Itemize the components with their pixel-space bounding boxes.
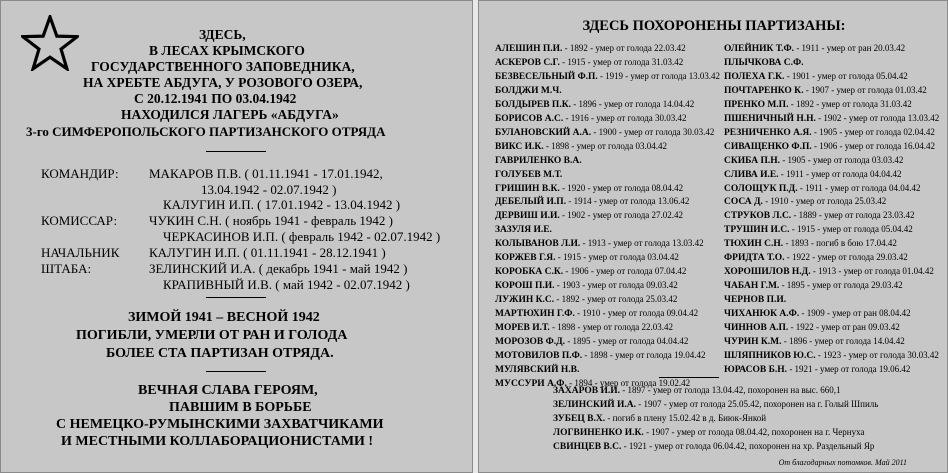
- burial-entry: [724, 210, 914, 222]
- burial-entry-note: - 1911 - умер от голода 04.04.42: [797, 182, 921, 193]
- burial-entry: [724, 350, 939, 362]
- burial-entry-note: - 1923 - умер от голода 30.03.42: [815, 349, 939, 360]
- burial-entry: [724, 238, 897, 250]
- burial-entry-name: МОРОЗОВ Ф.Д.: [495, 336, 566, 347]
- burial-entry: [495, 364, 579, 376]
- memorial-line-3: БОЛЕЕ СТА ПАРТИЗАН ОТРЯДА.: [106, 346, 334, 361]
- burial-entry-note: - 1921 - умер от голода 19.06.42: [787, 363, 911, 374]
- burial-entry: [495, 280, 678, 292]
- burial-entry-note: - 1903 - умер от голода 09.03.42: [554, 280, 678, 291]
- burial-entry: [495, 155, 582, 167]
- burial-entry-name: ПРЕНКО М.П.: [724, 99, 789, 110]
- burial-entry: [553, 441, 874, 453]
- burial-entry: [724, 169, 902, 181]
- left-plaque: [0, 0, 473, 473]
- burial-entry-name: ЗЕЛИНСКИЙ И.А.: [553, 400, 636, 410]
- burial-entry: [495, 113, 687, 125]
- burial-entry: [724, 99, 912, 111]
- burial-entry-name: ВИКС И.К.: [495, 141, 544, 152]
- burial-entry-note: - 1898 - умер от голода 22.03.42: [549, 322, 674, 332]
- burial-entry-name: ЧУРИН К.М.: [724, 336, 782, 347]
- burial-entry-name: БУЛАНОВСКИЙ А.А.: [495, 127, 592, 138]
- burial-entry-name: АСКЕРОВ С.Г.: [495, 57, 560, 68]
- burial-entry-note: - 1898 - умер от голода 03.04.42: [543, 140, 667, 151]
- burial-entry-name: СЛИВА И.Е.: [724, 169, 779, 180]
- burial-entry-name: КОЛЫВАНОВ Л.И.: [495, 239, 581, 250]
- burial-entry-note: - 1919 - умер от голода 13.03.42: [597, 70, 720, 81]
- burial-entry-name: БОРИСОВ А.С.: [495, 113, 564, 124]
- burial-entry-note: - 1892 - умер от голода 25.03.42: [554, 294, 678, 305]
- staff-line: ЗЕЛИНСКИЙ И.А. ( декабрь 1941 - май 1942 ): [149, 261, 408, 276]
- burial-entry: [724, 71, 908, 83]
- glory-line-2: ПАВШИМ В БОРЬБЕ: [169, 400, 312, 415]
- burial-entry-name: ДЕРВИШ И.И.: [495, 211, 560, 222]
- burial-entry-name: ЧИННОВ А.П.: [724, 323, 789, 333]
- burial-entry-note: - 1902 - умер от голода 13.03.42: [815, 112, 940, 123]
- burial-entry-name: БЕЗВЕСЕЛЬНЫЙ Ф.П.: [495, 71, 598, 82]
- burial-entry: [724, 280, 903, 292]
- burial-entry-name: МУССУРИ А.Ф.: [495, 378, 567, 389]
- burial-entry-note: - 1902 - умер от голода 27.02.42: [559, 210, 684, 221]
- right-plaque: [478, 0, 948, 473]
- burial-entry-note: - 1920 - умер от голода 08.04.42: [559, 182, 684, 193]
- burial-entry-note: - 1911 - умер от голода 04.04.42: [778, 168, 902, 179]
- staff-line: КАЛУГИН И.П. ( 17.01.1942 - 13.04.1942 ): [163, 197, 401, 212]
- burial-entry-note: - 1914 - умер от голода 13.06.42: [566, 196, 690, 207]
- burial-entry-name: ЗАХАРОВ И.И.: [553, 386, 620, 396]
- burial-entry-note: - 1896 - умер от голода 14.04.42: [781, 335, 905, 346]
- burial-entry-name: БОЛДЖИ М.Ч.: [495, 85, 562, 96]
- header-line-7: 3-го СИМФЕРОПОЛЬСКОГО ПАРТИЗАНСКОГО ОТРЯДА: [26, 124, 386, 139]
- burial-entry: [495, 196, 689, 208]
- burial-entry-name: ТЮХИН С.Н.: [724, 239, 784, 250]
- burial-entry-note: - 1915 - умер от голода 31.03.42: [559, 56, 684, 67]
- burial-entry-name: КОРЖЕВ Г.Я.: [495, 253, 556, 264]
- burial-entry: [495, 57, 683, 69]
- burial-entry: [553, 399, 878, 411]
- burial-entry-name: АЛЕШИН П.И.: [495, 44, 563, 54]
- memorial-line-1: ЗИМОЙ 1941 – ВЕСНОЙ 1942: [128, 310, 320, 325]
- burial-entry-name: СИВАЩЕНКО Ф.П.: [724, 141, 812, 152]
- header-line-2: В ЛЕСАХ КРЫМСКОГО: [149, 43, 305, 58]
- burial-entry-name: ЮРАСОВ Б.Н.: [724, 364, 788, 375]
- burial-entry-name: БОЛДЫРЕВ П.К.: [495, 99, 571, 110]
- burial-entry: [495, 183, 683, 195]
- burial-entry: [724, 196, 886, 208]
- header-line-1: ЗДЕСЬ,: [199, 27, 246, 42]
- burial-entry: [553, 427, 865, 439]
- burial-entry-name: СВИНЦЕВ В.С.: [553, 442, 622, 452]
- burial-entry-note: - 1905 - умер от голода 03.03.42: [780, 154, 904, 165]
- burial-entry-name: РЕЗНИЧЕНКО А.Я.: [724, 127, 812, 138]
- burial-entry-note: - 1893 - погиб в бою 17.04.42: [783, 238, 897, 249]
- burial-entry: [495, 224, 552, 236]
- burial-entry-note: - 1916 - умер от голода 30.03.42: [563, 112, 687, 123]
- burial-entry-name: ЗУБЕЦ В.Х.: [553, 414, 606, 424]
- burial-entry-name: МУЛЯВСКИЙ Н.В.: [495, 364, 580, 375]
- header-line-3: ГОСУДАРСТВЕННОГО ЗАПОВЕДНИКА,: [91, 59, 355, 74]
- burial-entry-name: ПОЧТАРЕНКО К.: [724, 85, 804, 96]
- burial-entry-note: - 1922 - умер от ран 09.03.42: [788, 322, 900, 332]
- burial-entry: [724, 127, 935, 139]
- burial-entry: [495, 238, 704, 250]
- burial-entry: [495, 71, 720, 83]
- burial-entry: [495, 127, 714, 139]
- burial-entry-note: - 1915 - умер от голода 03.04.42: [555, 252, 679, 263]
- glory-line-1: ВЕЧНАЯ СЛАВА ГЕРОЯМ,: [138, 383, 318, 398]
- burial-entry: [724, 364, 910, 376]
- burial-entry: [553, 385, 841, 397]
- burial-entry-name: КОРОБКА С.К.: [495, 267, 564, 278]
- burial-entry-note: - 1922 - умер от голода 29.03.42: [784, 252, 908, 263]
- burial-entry-note: - 1911 - умер от ран 20.03.42: [794, 43, 906, 53]
- burial-entry-note: - 1909 - умер от ран 08.04.42: [799, 308, 911, 319]
- burial-entry-note: - 1895 - умер от голода 29.03.42: [779, 280, 903, 291]
- role-label: ШТАБА:: [41, 261, 92, 276]
- burial-entry-note: - 1892 - умер от голода 31.03.42: [788, 98, 912, 109]
- staff-line: ЧУКИН С.Н. ( ноябрь 1941 - февраль 1942 ): [149, 213, 394, 228]
- header-line-6: НАХОДИЛСЯ ЛАГЕРЬ «АБДУГА»: [121, 107, 339, 122]
- burial-entry: [724, 155, 903, 167]
- burial-entry-name: ГАВРИЛЕНКО В.А.: [495, 155, 582, 166]
- burial-entry-name: КОРОШ П.И.: [495, 281, 555, 292]
- burial-entry-name: ЗАЗУЛЯ И.Е.: [495, 225, 552, 236]
- burial-entry: [724, 336, 905, 348]
- staff-line: КРАПИВНЫЙ И.В. ( май 1942 - 02.07.1942 ): [163, 277, 410, 292]
- burial-entry-name: ХОРОШИЛОВ Н.Д.: [724, 267, 811, 278]
- burial-entry-note: - 1889 - умер от голода 23.03.42: [791, 210, 915, 221]
- burial-entry: [724, 266, 934, 278]
- burial-entry: [724, 294, 786, 306]
- divider: [206, 151, 266, 152]
- burial-entry: [724, 308, 911, 320]
- burial-entry: [724, 183, 921, 195]
- burial-entry: [724, 322, 900, 334]
- burial-entry-name: ПОЛЕХА Г.К.: [724, 71, 785, 82]
- burial-entry-note: - 1907 - умер от голода 01.03.42: [803, 84, 927, 95]
- burial-entry-note: - 1921 - умер от голода 06.04.42, похоронен на хр. Раздельный Яр: [621, 441, 875, 451]
- header-line-5: С 20.12.1941 ПО 03.04.1942: [134, 91, 297, 106]
- burial-entry-note: - 1906 - умер от голода 07.04.42: [563, 266, 687, 277]
- burial-entry-name: ЧИХАНЮК А.Ф.: [724, 309, 800, 320]
- burial-list-title: ЗДЕСЬ ПОХОРОНЕНЫ ПАРТИЗАНЫ:: [582, 18, 846, 34]
- burial-entry-name: ГРИШИН В.К.: [495, 183, 560, 194]
- burial-entry: [495, 322, 673, 334]
- burial-entry-name: ЛОГВИНЕНКО И.К.: [553, 428, 644, 438]
- burial-entry-note: - погиб в плену 15.02.42 в д. Биюк-Янкой: [605, 413, 767, 423]
- burial-entry-note: - 1898 - умер от голода 19.04.42: [582, 349, 706, 360]
- burial-entry: [724, 141, 935, 153]
- burial-entry: [724, 252, 908, 264]
- burial-entry: [724, 43, 905, 55]
- glory-line-4: И МЕСТНЫМИ КОЛЛАБОРАЦИОНИСТАМИ !: [61, 434, 374, 449]
- burial-entry-name: СОЛОЩУК П.Д.: [724, 183, 798, 194]
- burial-entry: [495, 336, 688, 348]
- burial-entry-name: ГОЛУБЕВ М.Т.: [495, 169, 563, 180]
- divider: [206, 371, 266, 372]
- burial-entry-note: - 1906 - умер от голода 16.04.42: [811, 140, 936, 151]
- burial-entry-name: МАРТЮХИН Г.Ф.: [495, 309, 575, 320]
- burial-entry: [495, 85, 562, 97]
- divider: [206, 297, 266, 298]
- burial-entry-note: - 1901 - умер от голода 05.04.42: [784, 70, 908, 81]
- burial-entry: [553, 413, 766, 425]
- burial-entry: [495, 43, 686, 55]
- burial-entry-note: - 1913 - умер от голода 13.03.42: [580, 238, 704, 249]
- burial-entry-name: ПЛЫЧКОВА С.Ф.: [724, 57, 804, 68]
- burial-entry-note: - 1894 - умер от голода 19.02.42: [566, 377, 691, 388]
- burial-entry-name: СКИБА П.Н.: [724, 155, 781, 166]
- burial-entry: [495, 99, 694, 111]
- burial-entry: [495, 252, 679, 264]
- burial-entry-name: СОСА Д.: [724, 197, 763, 208]
- burial-entry-note: - 1915 - умер от голода 05.04.42: [789, 224, 913, 235]
- role-label: КОМИССАР:: [41, 213, 118, 228]
- header-line-4: НА ХРЕБТЕ АБДУГА, У РОЗОВОГО ОЗЕРА,: [83, 75, 363, 90]
- burial-entry-note: - 1897 - умер от голода 13.04.42, похоронен на выс. 660,1: [619, 385, 841, 395]
- burial-entry-name: МОТОВИЛОВ П.Ф.: [495, 350, 583, 361]
- staff-line: МАКАРОВ П.В. ( 01.11.1941 - 17.01.1942,: [149, 166, 383, 181]
- credit-line: От благодарных потомков. Май 2011: [778, 458, 907, 467]
- burial-entry-note: - 1900 - умер от голода 30.03.42: [591, 126, 715, 137]
- burial-entry: [495, 141, 667, 153]
- burial-entry-note: - 1907 - умер от голода 08.04.42, похоронен на г. Чернуха: [643, 427, 865, 437]
- memorial-line-2: ПОГИБЛИ, УМЕРЛИ ОТ РАН И ГОЛОДА: [76, 328, 348, 343]
- burial-entry: [495, 210, 683, 222]
- role-label: КОМАНДИР:: [41, 166, 119, 181]
- burial-entry-note: - 1910 - умер от голода 25.03.42: [762, 196, 887, 207]
- staff-line: ЧЕРКАСИНОВ И.П. ( февраль 1942 - 02.07.1942 ): [163, 229, 441, 244]
- burial-entry: [495, 294, 677, 306]
- burial-entry-name: ДЕБЕЛЫЙ И.П.: [495, 197, 567, 208]
- glory-line-3: С НЕМЕЦКО-РУМЫНСКИМИ ЗАХВАТЧИКАМИ: [56, 417, 384, 432]
- burial-entry-note: - 1910 - умер от голода 09.04.42: [574, 308, 699, 319]
- star-icon: [21, 15, 79, 71]
- burial-entry-note: - 1892 - умер от голода 22.03.42: [562, 43, 686, 53]
- staff-line: 13.04.1942 - 02.07.1942 ): [201, 182, 337, 197]
- burial-entry: [495, 308, 698, 320]
- burial-entry-note: - 1896 - умер от голода 14.04.42: [570, 98, 695, 109]
- role-label: НАЧАЛЬНИК: [41, 245, 120, 260]
- burial-entry: [724, 57, 804, 69]
- burial-entry-name: МОРЕВ И.Т.: [495, 323, 550, 333]
- divider: [659, 377, 719, 378]
- burial-entry-name: ТРУШИН И.С.: [724, 225, 790, 236]
- burial-entry: [724, 85, 927, 97]
- burial-entry: [495, 266, 686, 278]
- burial-entry-name: ШЛЯПНИКОВ Ю.С.: [724, 350, 816, 361]
- burial-entry: [495, 169, 562, 181]
- burial-entry-name: ФРИДТА Т.О.: [724, 253, 785, 264]
- burial-entry: [724, 113, 939, 125]
- burial-entry-note: - 1895 - умер от голода 04.04.42: [565, 335, 689, 346]
- burial-entry-name: СТРУКОВ Л.С.: [724, 211, 792, 222]
- burial-entry-name: ЛУЖИН К.С.: [495, 295, 555, 306]
- burial-entry-name: ПШЕНИЧНЫЙ Н.Н.: [724, 113, 816, 124]
- burial-entry: [495, 350, 705, 362]
- burial-entry: [724, 224, 913, 236]
- burial-entry-name: ЧЕРНОВ П.И.: [724, 295, 787, 306]
- burial-entry-name: ЧАБАН Г.М.: [724, 281, 780, 292]
- burial-entry-note: - 1907 - умер от голода 25.05.42, похоронен на г. Голый Шпиль: [636, 399, 879, 409]
- burial-entry-note: - 1913 - умер от голода 01.04.42: [810, 266, 934, 277]
- burial-entry-name: ОЛЕЙНИК Т.Ф.: [724, 44, 795, 54]
- burial-entry-note: - 1905 - умер от голода 02.04.42: [811, 126, 935, 137]
- staff-line: КАЛУГИН И.П. ( 01.11.1941 - 28.12.1941 ): [149, 245, 386, 260]
